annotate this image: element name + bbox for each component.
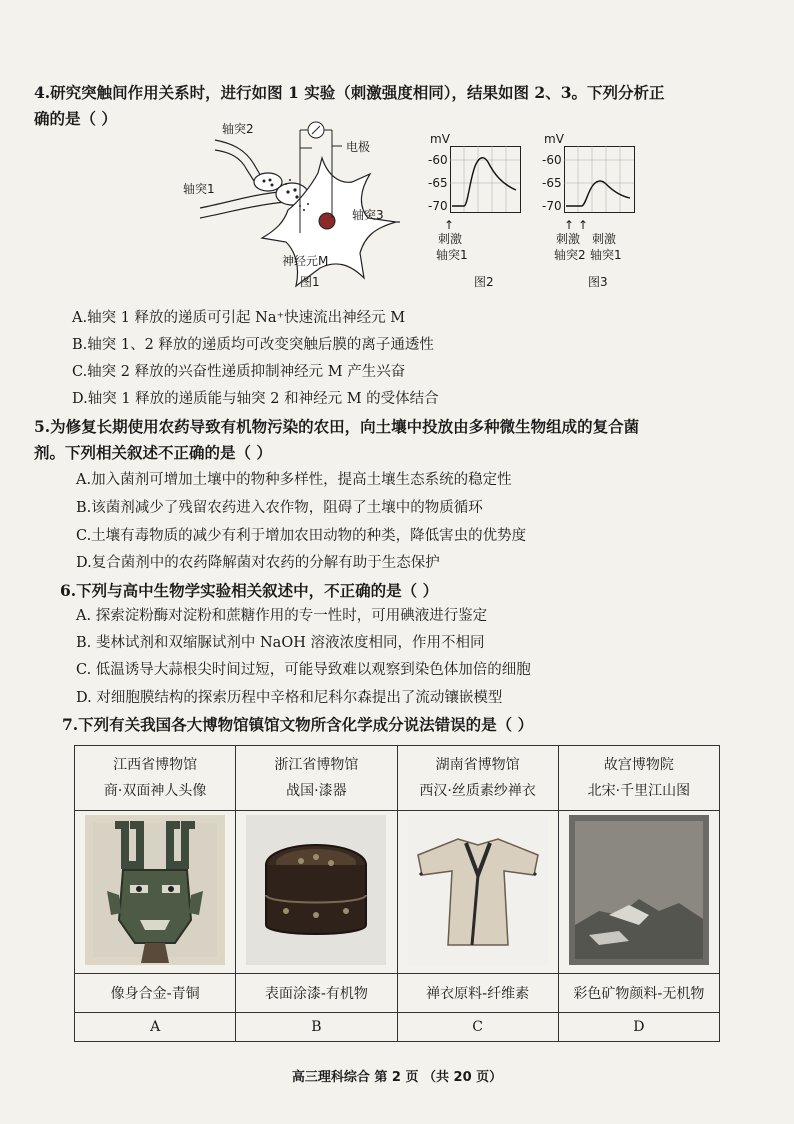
relic-a-name: 商·双面神人头像 [103, 783, 207, 799]
relic-a-image-cell [75, 811, 236, 974]
relic-a-desc: 像身合金-青铜 [75, 974, 236, 1013]
q6-option-b: B. 斐林试剂和双缩脲试剂中 NaOH 溶液浓度相同，作用不相同 [76, 635, 485, 651]
relic-c-name: 西汉·丝质素纱禅衣 [419, 783, 536, 799]
q5-option-b: B.该菌剂减少了残留农药进入农作物，阻碍了土壤中的物质循环 [76, 500, 483, 516]
fig1-label-axon1: 轴突1 [183, 182, 215, 196]
relic-a-museum: 江西省博物馆 [113, 757, 198, 773]
question-5 [34, 414, 639, 466]
relic-d-image-cell [558, 811, 719, 974]
relic-c-letter: C [397, 1013, 558, 1042]
relic-a-header [75, 746, 236, 811]
question-7 [62, 712, 533, 738]
question-5-stem-line2: 剂。下列相关叙述不正确的是（ ） [34, 443, 272, 462]
q4-option-d: D.轴突 1 释放的递质能与轴突 2 和神经元 M 的受体结合 [72, 391, 439, 407]
fig3-stim-a-arrow: ↑ [564, 218, 575, 232]
lacquerware-image [246, 815, 386, 965]
fig2-caption: 图2 [474, 275, 494, 289]
q5-option-a: A.加入菌剂可增加土壤中的物种多样性，提高土壤生态系统的稳定性 [76, 472, 512, 488]
fig3-stim-a-target: 轴突2 [554, 248, 586, 262]
relic-d-name: 北宋·千里江山图 [587, 783, 691, 799]
fig1-label-neuron: 神经元M [282, 254, 329, 268]
fig2-tick-60: -60 [428, 153, 448, 167]
relic-d-letter: D [558, 1013, 719, 1042]
relic-b-header [236, 746, 397, 811]
fig1-label-axon3: 轴突3 [352, 208, 384, 222]
relic-b-desc: 表面涂漆-有机物 [236, 974, 397, 1013]
fig1-label-axon2: 轴突2 [222, 122, 254, 136]
q6-option-d: D. 对细胞膜结构的探索历程中辛格和尼科尔森提出了流动镶嵌模型 [76, 690, 503, 706]
fig1-label-electrode: 电极 [346, 140, 371, 154]
fig2-curve [452, 158, 516, 206]
fig3-tick-60: -60 [542, 153, 562, 167]
relic-b-image-cell [236, 811, 397, 974]
fig2-unit: mV [430, 132, 450, 146]
relic-c-header [397, 746, 558, 811]
question-5-stem-line1: 5.为修复长期使用农药导致有机物污染的农田，向土壤中投放由多种微生物组成的复合菌 [34, 417, 640, 436]
fig2-stim-label: 刺激 [438, 232, 463, 246]
fig2-tick-65: -65 [428, 176, 448, 190]
relic-a-letter: A [75, 1013, 236, 1042]
q5-option-c: C.土壤有毒物质的减少有利于增加农田动物的种类，降低害虫的优势度 [76, 528, 527, 544]
fig3-tick-70: -70 [542, 199, 562, 213]
relic-b-name: 战国·漆器 [286, 783, 347, 799]
question-6-stem: 6.下列与高中生物学实验相关叙述中，不正确的是（ ） [60, 581, 439, 600]
fig3-stim-b-target: 轴突1 [590, 248, 622, 262]
figure-3-potential-chart [564, 146, 636, 216]
relic-c-desc: 禅衣原料-纤维素 [397, 974, 558, 1013]
figure-2-potential-chart [450, 146, 522, 216]
fig3-unit: mV [544, 132, 564, 146]
fig1-caption: 图1 [300, 275, 320, 289]
page-footer: 高三理科综合 第 2 页 （共 20 页） [291, 1070, 503, 1085]
fig2-tick-70: -70 [428, 199, 448, 213]
question-4-stem-line2: 确的是（ ） [34, 109, 117, 128]
relic-c-museum: 湖南省博物馆 [435, 757, 520, 773]
relic-d-desc: 彩色矿物颜料-无机物 [558, 974, 719, 1013]
relic-b-museum: 浙江省博物馆 [274, 757, 359, 773]
relic-d-museum: 故宫博物院 [603, 757, 674, 773]
silk-robe-image [408, 815, 548, 965]
fig2-stim-target: 轴突1 [436, 248, 468, 262]
relic-d-header [558, 746, 719, 811]
fig3-stim-b-arrow: ↑ [578, 218, 589, 232]
q5-option-d: D.复合菌剂中的农药降解菌对农药的分解有助于生态保护 [76, 555, 440, 571]
fig3-stim-a-label: 刺激 [556, 232, 581, 246]
landscape-painting-image [569, 815, 709, 965]
neuron-nucleus [319, 213, 335, 229]
q6-option-c: C. 低温诱导大蒜根尖时间过短，可能导致难以观察到染色体加倍的细胞 [76, 662, 531, 678]
fig3-stim-b-label: 刺激 [592, 232, 617, 246]
q4-option-c: C.轴突 2 释放的兴奋性递质抑制神经元 M 产生兴奋 [72, 364, 406, 380]
question-6 [60, 578, 438, 604]
q4-option-a: A.轴突 1 释放的递质可引起 Na⁺快速流出神经元 M [72, 310, 406, 326]
fig2-stim-arrow: ↑ [444, 218, 455, 232]
relics-table [74, 745, 720, 1042]
question-7-stem: 7.下列有关我国各大博物馆镇馆文物所含化学成分说法错误的是（ ） [62, 715, 534, 734]
bronze-mask-image [85, 815, 225, 965]
question-4-stem-line1: 4.研究突触间作用关系时，进行如图 1 实验（刺激强度相同），结果如图 2、3。下列分析正 [34, 83, 665, 102]
q6-option-a: A. 探索淀粉酶对淀粉和蔗糖作用的专一性时，可用碘液进行鉴定 [76, 608, 488, 624]
fig3-tick-65: -65 [542, 176, 562, 190]
relic-b-letter: B [236, 1013, 397, 1042]
fig3-caption: 图3 [588, 275, 608, 289]
relic-c-image-cell [397, 811, 558, 974]
fig3-curve [566, 181, 630, 206]
q4-option-b: B.轴突 1、2 释放的递质均可改变突触后膜的离子通透性 [72, 337, 434, 353]
